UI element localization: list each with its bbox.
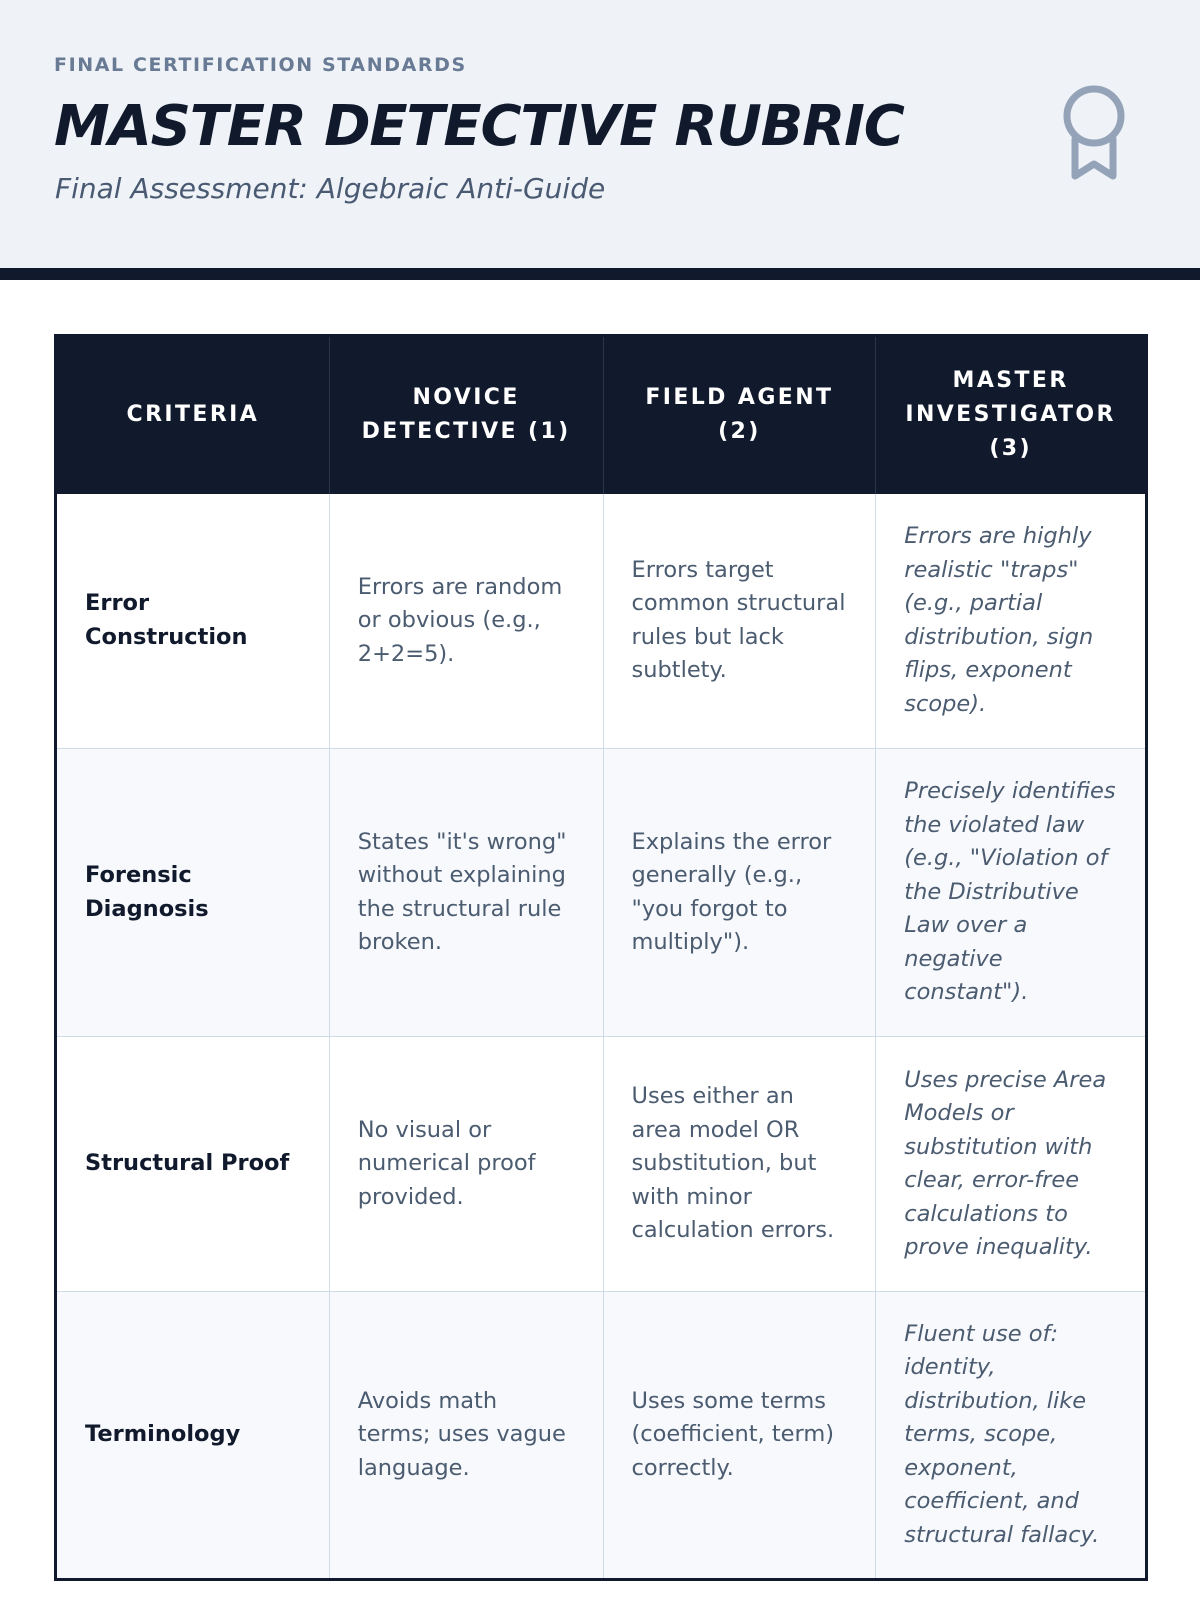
header-divider [0, 268, 1200, 280]
column-header-criteria: CRITERIA [56, 336, 330, 494]
page-title: MASTER DETECTIVE RUBRIC [54, 94, 904, 159]
page-subtitle: Final Assessment: Algebraic Anti-Guide [55, 172, 606, 205]
field-agent-cell: Uses some terms (coefficient, term) correctly. [603, 1292, 876, 1580]
criteria-cell: Structural Proof [56, 1037, 330, 1292]
master-cell: Precisely identifies the violated law (e.g., "Violation of the Distributive Law over a negative constant"). [876, 749, 1147, 1037]
novice-cell: No visual or numerical proof provided. [329, 1037, 603, 1292]
table-row [56, 749, 1147, 1037]
field-agent-cell: Explains the error generally (e.g., "you forgot to multiply"). [603, 749, 876, 1037]
header [0, 0, 1200, 268]
column-header-field-agent: FIELD AGENT (2) [603, 336, 876, 494]
criteria-cell: Error Construction [56, 494, 330, 749]
novice-cell: Avoids math terms; uses vague language. [329, 1292, 603, 1580]
novice-cell: States "it's wrong" without explaining the structural rule broken. [329, 749, 603, 1037]
table-row [56, 494, 1147, 749]
criteria-cell: Terminology [56, 1292, 330, 1580]
field-agent-cell: Errors target common structural rules but lack subtlety. [603, 494, 876, 749]
criteria-cell: Forensic Diagnosis [56, 749, 330, 1037]
table-header-row [56, 336, 1147, 494]
master-cell: Fluent use of: identity, distribution, like terms, scope, exponent, coefficient, and structural fallacy. [876, 1292, 1147, 1580]
table-row [56, 1292, 1147, 1580]
master-cell: Uses precise Area Models or substitution with clear, error-free calculations to prove inequality. [876, 1037, 1147, 1292]
table-row [56, 1037, 1147, 1292]
rubric-table [54, 334, 1148, 1581]
field-agent-cell: Uses either an area model OR substitution, but with minor calculation errors. [603, 1037, 876, 1292]
novice-cell: Errors are random or obvious (e.g., 2+2=5). [329, 494, 603, 749]
kicker-label: FINAL CERTIFICATION STANDARDS [54, 54, 467, 76]
master-cell: Errors are highly realistic "traps" (e.g., partial distribution, sign flips, exponent scope). [876, 494, 1147, 749]
column-header-master: MASTER INVESTIGATOR (3) [876, 336, 1147, 494]
column-header-novice: NOVICE DETECTIVE (1) [329, 336, 603, 494]
award-ribbon-icon [1058, 84, 1130, 188]
